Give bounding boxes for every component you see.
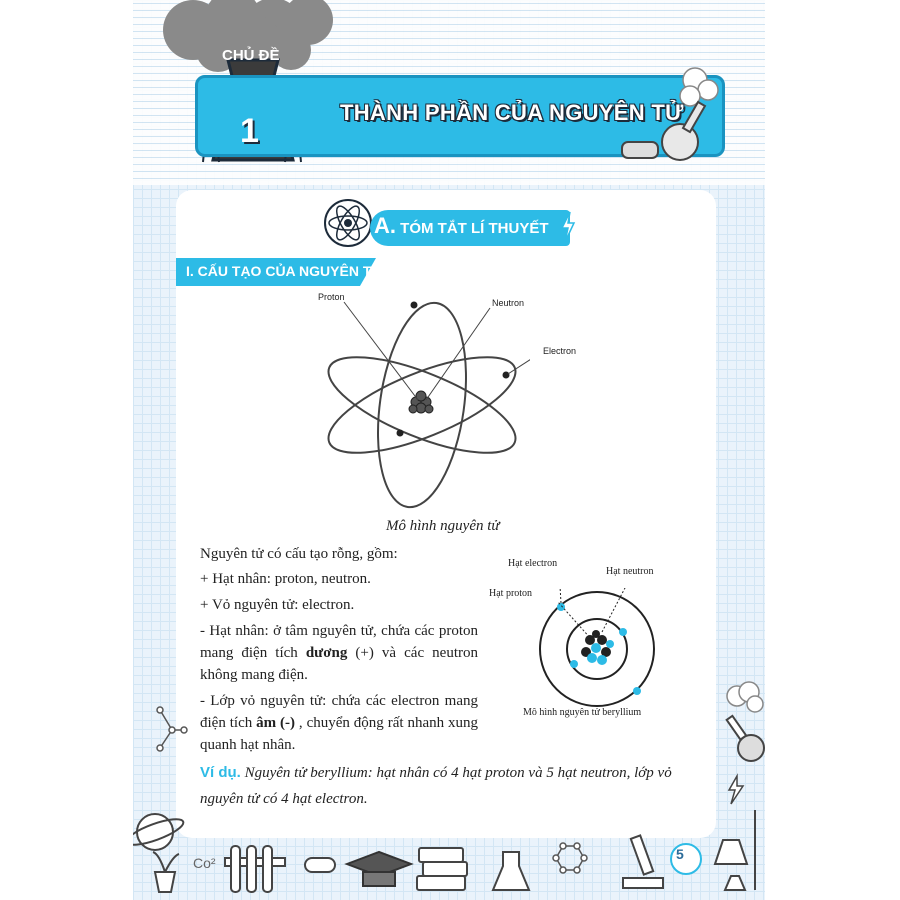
planet-icon [133, 814, 186, 850]
plant-pot-icon [153, 852, 179, 892]
nucleus-desc-part1: - Hạt nhân: ở tâm nguyên tử, chứa các proton mang điện tích [200, 623, 478, 661]
goggles-icon [622, 142, 658, 158]
section-letter: A. [374, 213, 396, 238]
beaker-icon [493, 852, 529, 890]
page-number: 5 [676, 846, 684, 862]
label-proton: Proton [318, 292, 345, 302]
left-molecule-icon [150, 700, 190, 760]
shell-desc-part2: , chuyển động rất nhanh xung quanh hạt nhân. [200, 715, 479, 753]
nucleus-line: + Hạt nhân: proton, neutron. [200, 571, 371, 587]
steam-cloud-icon [727, 682, 763, 712]
lab-stand-icon [715, 810, 755, 890]
label-lines [344, 302, 530, 400]
topic-number: 1 [240, 112, 259, 150]
label-electron: Electron [543, 346, 577, 356]
intro-text: Nguyên tử có cấu tạo rỗng, gồm: [200, 546, 398, 562]
page-title: THÀNH PHẦN CỦA NGUYÊN TỬ [340, 100, 684, 125]
atom-figure-caption: Mô hình nguyên tử [386, 518, 500, 534]
graduation-cap-icon [347, 852, 411, 886]
example-text: Nguyên tử beryllium: hạt nhân có 4 hạt proton và 5 hạt neutron, lớp vỏ nguyên tử có 4 hạt electron. [200, 765, 672, 807]
lightning-icon [560, 210, 576, 244]
example-label: Ví dụ. [200, 764, 241, 781]
shell-line: + Vỏ nguyên tử: electron. [200, 597, 355, 613]
topic-label: CHỦ ĐỀ [222, 47, 280, 64]
round-flask-icon [727, 716, 764, 761]
nucleus-desc-part2: (+) và các neutron không mang điện. [200, 645, 478, 683]
microscope-icon [623, 835, 663, 888]
be-label-proton: Hạt proton [489, 588, 533, 599]
shell-desc-part1: - Lớp vỏ nguyên tử: chứa các electron mang điện tích [200, 693, 478, 731]
beryllium-figure-caption: Mô hình nguyên tử beryllium [523, 707, 642, 718]
section-title: TÓM TẮT LÍ THUYẾT [400, 220, 549, 237]
footer-illustrations [133, 780, 765, 900]
molecule-structure-icon [553, 843, 587, 873]
shell-desc-bold: âm (-) [256, 715, 296, 731]
atom-model-figure [320, 290, 530, 510]
nucleus-desc-bold: dương [305, 645, 348, 661]
be-label-neutron: Hạt neutron [606, 566, 654, 577]
electron-dots [397, 302, 510, 437]
label-neutron: Neutron [492, 298, 525, 308]
beryllium-model-figure [530, 588, 670, 708]
nucleus-icon [581, 630, 614, 665]
be-label-electron: Hạt electron [508, 558, 558, 569]
shell-description [200, 690, 478, 756]
atom-icon [318, 198, 378, 248]
section-heading [374, 213, 549, 239]
co2-icon: Co² [193, 855, 216, 871]
subsection-heading: I. CẤU TẠO CỦA NGUYÊN TỬ [186, 263, 383, 279]
right-flask-decoration [715, 680, 775, 810]
books-icon [417, 848, 467, 890]
pill-icon [305, 858, 335, 872]
test-tubes-icon [225, 846, 285, 892]
nucleus-description [200, 620, 478, 686]
lightning-icon [729, 776, 743, 804]
